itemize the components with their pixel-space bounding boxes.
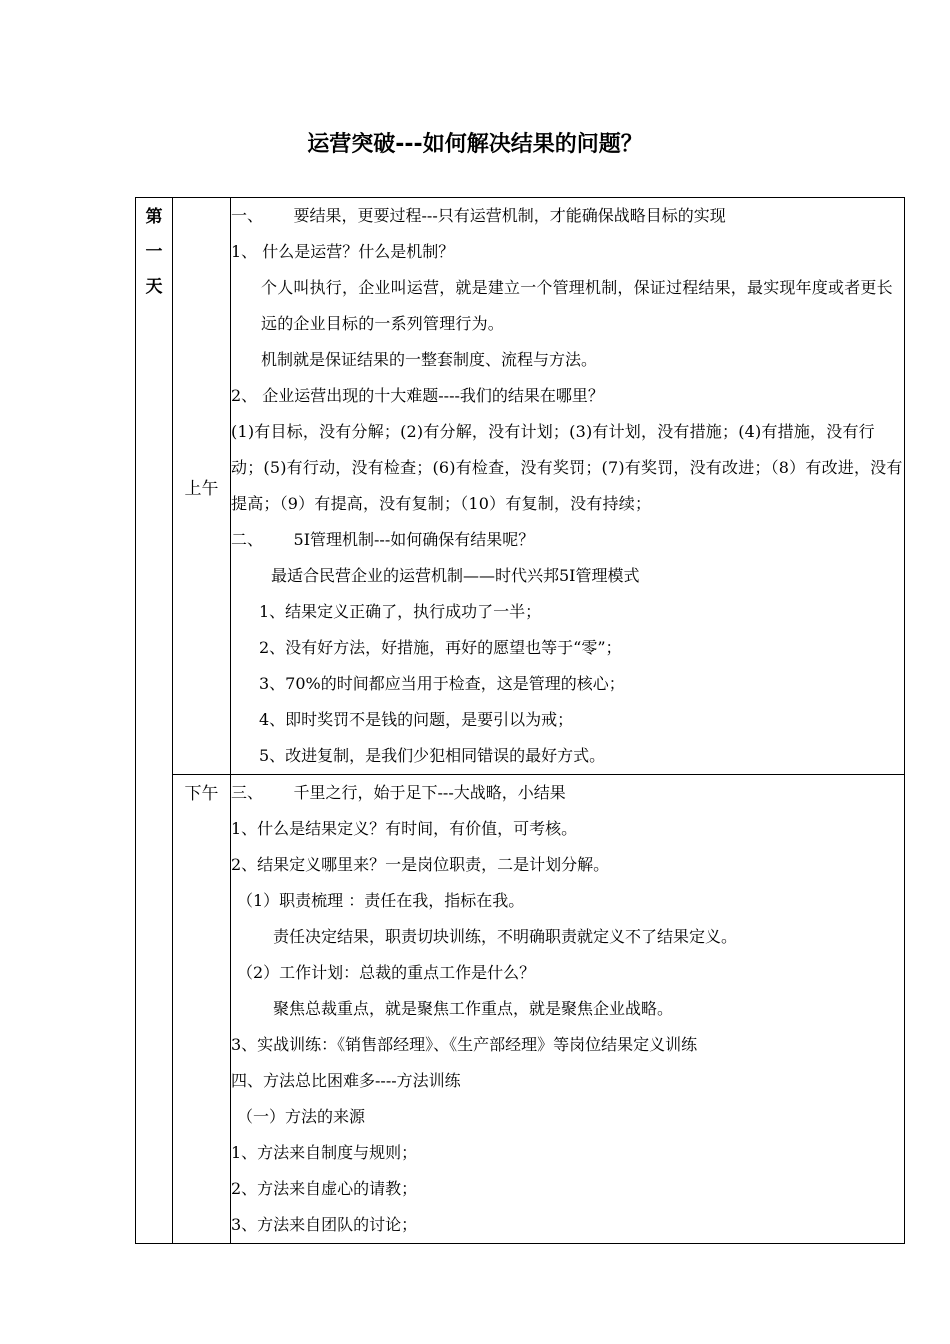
list-item: 4、即时奖罚不是钱的问题，是要引以为戒； <box>259 710 574 729</box>
paragraph: 机制就是保证结果的一整套制度、流程与方法。 <box>261 350 598 369</box>
day-char: 第 <box>145 207 163 227</box>
list-item: 1、结果定义正确了，执行成功了一半； <box>259 602 542 621</box>
list-item: 2、没有好方法，好措施，再好的愿望也等于“零”； <box>259 638 622 657</box>
list-item: 3、实战训练：《销售部经理》、《生产部经理》等岗位结果定义训练 <box>231 1035 698 1054</box>
list-item: 2、方法来自虚心的请教； <box>231 1179 418 1198</box>
subheading: 2、 企业运营出现的十大难题----我们的结果在哪里？ <box>231 386 604 405</box>
paragraph: 责任决定结果，职责切块训练，不明确职责就定义不了结果定义。 <box>273 927 738 946</box>
subheading: （一）方法的来源 <box>237 1107 366 1126</box>
day-label <box>136 198 172 305</box>
paragraph: 个人叫执行，企业叫运营，就是建立一个管理机制，保证过程结果，最实现年度或者更长远的企业目标的一系列管理行为。 <box>261 278 893 333</box>
day-char: 天 <box>145 277 163 297</box>
subheading: 1、 什么是运营？什么是机制？ <box>231 242 455 261</box>
day-char: 一 <box>145 242 163 262</box>
list-item: （2）工作计划：总裁的重点工作是什么？ <box>237 963 536 982</box>
paragraph: 最适合民营企业的运营机制——时代兴邦5I管理模式 <box>271 566 640 585</box>
list-item: 1、方法来自制度与规则； <box>231 1143 418 1162</box>
morning-content <box>231 198 905 775</box>
section-heading: 四、方法总比困难多----方法训练 <box>231 1071 461 1090</box>
list-item: 5、改进复制，是我们少犯相同错误的最好方式。 <box>259 746 606 765</box>
list-item: 2、结果定义哪里来？一是岗位职责，二是计划分解。 <box>231 855 610 874</box>
morning-label: 上午 <box>184 478 219 499</box>
morning-period-cell <box>173 198 231 775</box>
list-item: 3、方法来自团队的讨论； <box>231 1215 418 1234</box>
afternoon-label: 下午 <box>184 784 219 804</box>
paragraph: (1)有目标，没有分解；(2)有分解，没有计划；(3)有计划，没有措施；(4)有措施，没有行动；(5)有行动，没有检查；(6)有检查，没有奖罚；(7)有奖罚，没有改进；（8）有改进，没有提高；（9）有提高，没有复制；（10）有复制，没有持续； <box>231 422 903 513</box>
section-heading: 二、 5I管理机制---如何确保有结果呢？ <box>231 530 535 549</box>
afternoon-content <box>231 775 905 1244</box>
paragraph: 聚焦总裁重点，就是聚焦工作重点，就是聚焦企业战略。 <box>273 999 674 1018</box>
afternoon-period-cell <box>173 775 231 1244</box>
section-heading: 三、 千里之行，始于足下---大战略，小结果 <box>231 783 566 802</box>
day-cell <box>136 198 173 1244</box>
list-item: （1）职责梳理 ：责任在我，指标在我。 <box>237 891 525 910</box>
section-heading: 一、 要结果，更要过程---只有运营机制，才能确保战略目标的实现 <box>231 206 726 225</box>
schedule-table <box>135 197 905 1244</box>
morning-row <box>136 198 905 775</box>
document-title: 运营突破---如何解决结果的问题？ <box>307 132 643 157</box>
list-item: 1、什么是结果定义？有时间，有价值，可考核。 <box>231 819 578 838</box>
afternoon-row <box>136 775 905 1244</box>
list-item: 3、70%的时间都应当用于检查，这是管理的核心； <box>259 674 625 693</box>
